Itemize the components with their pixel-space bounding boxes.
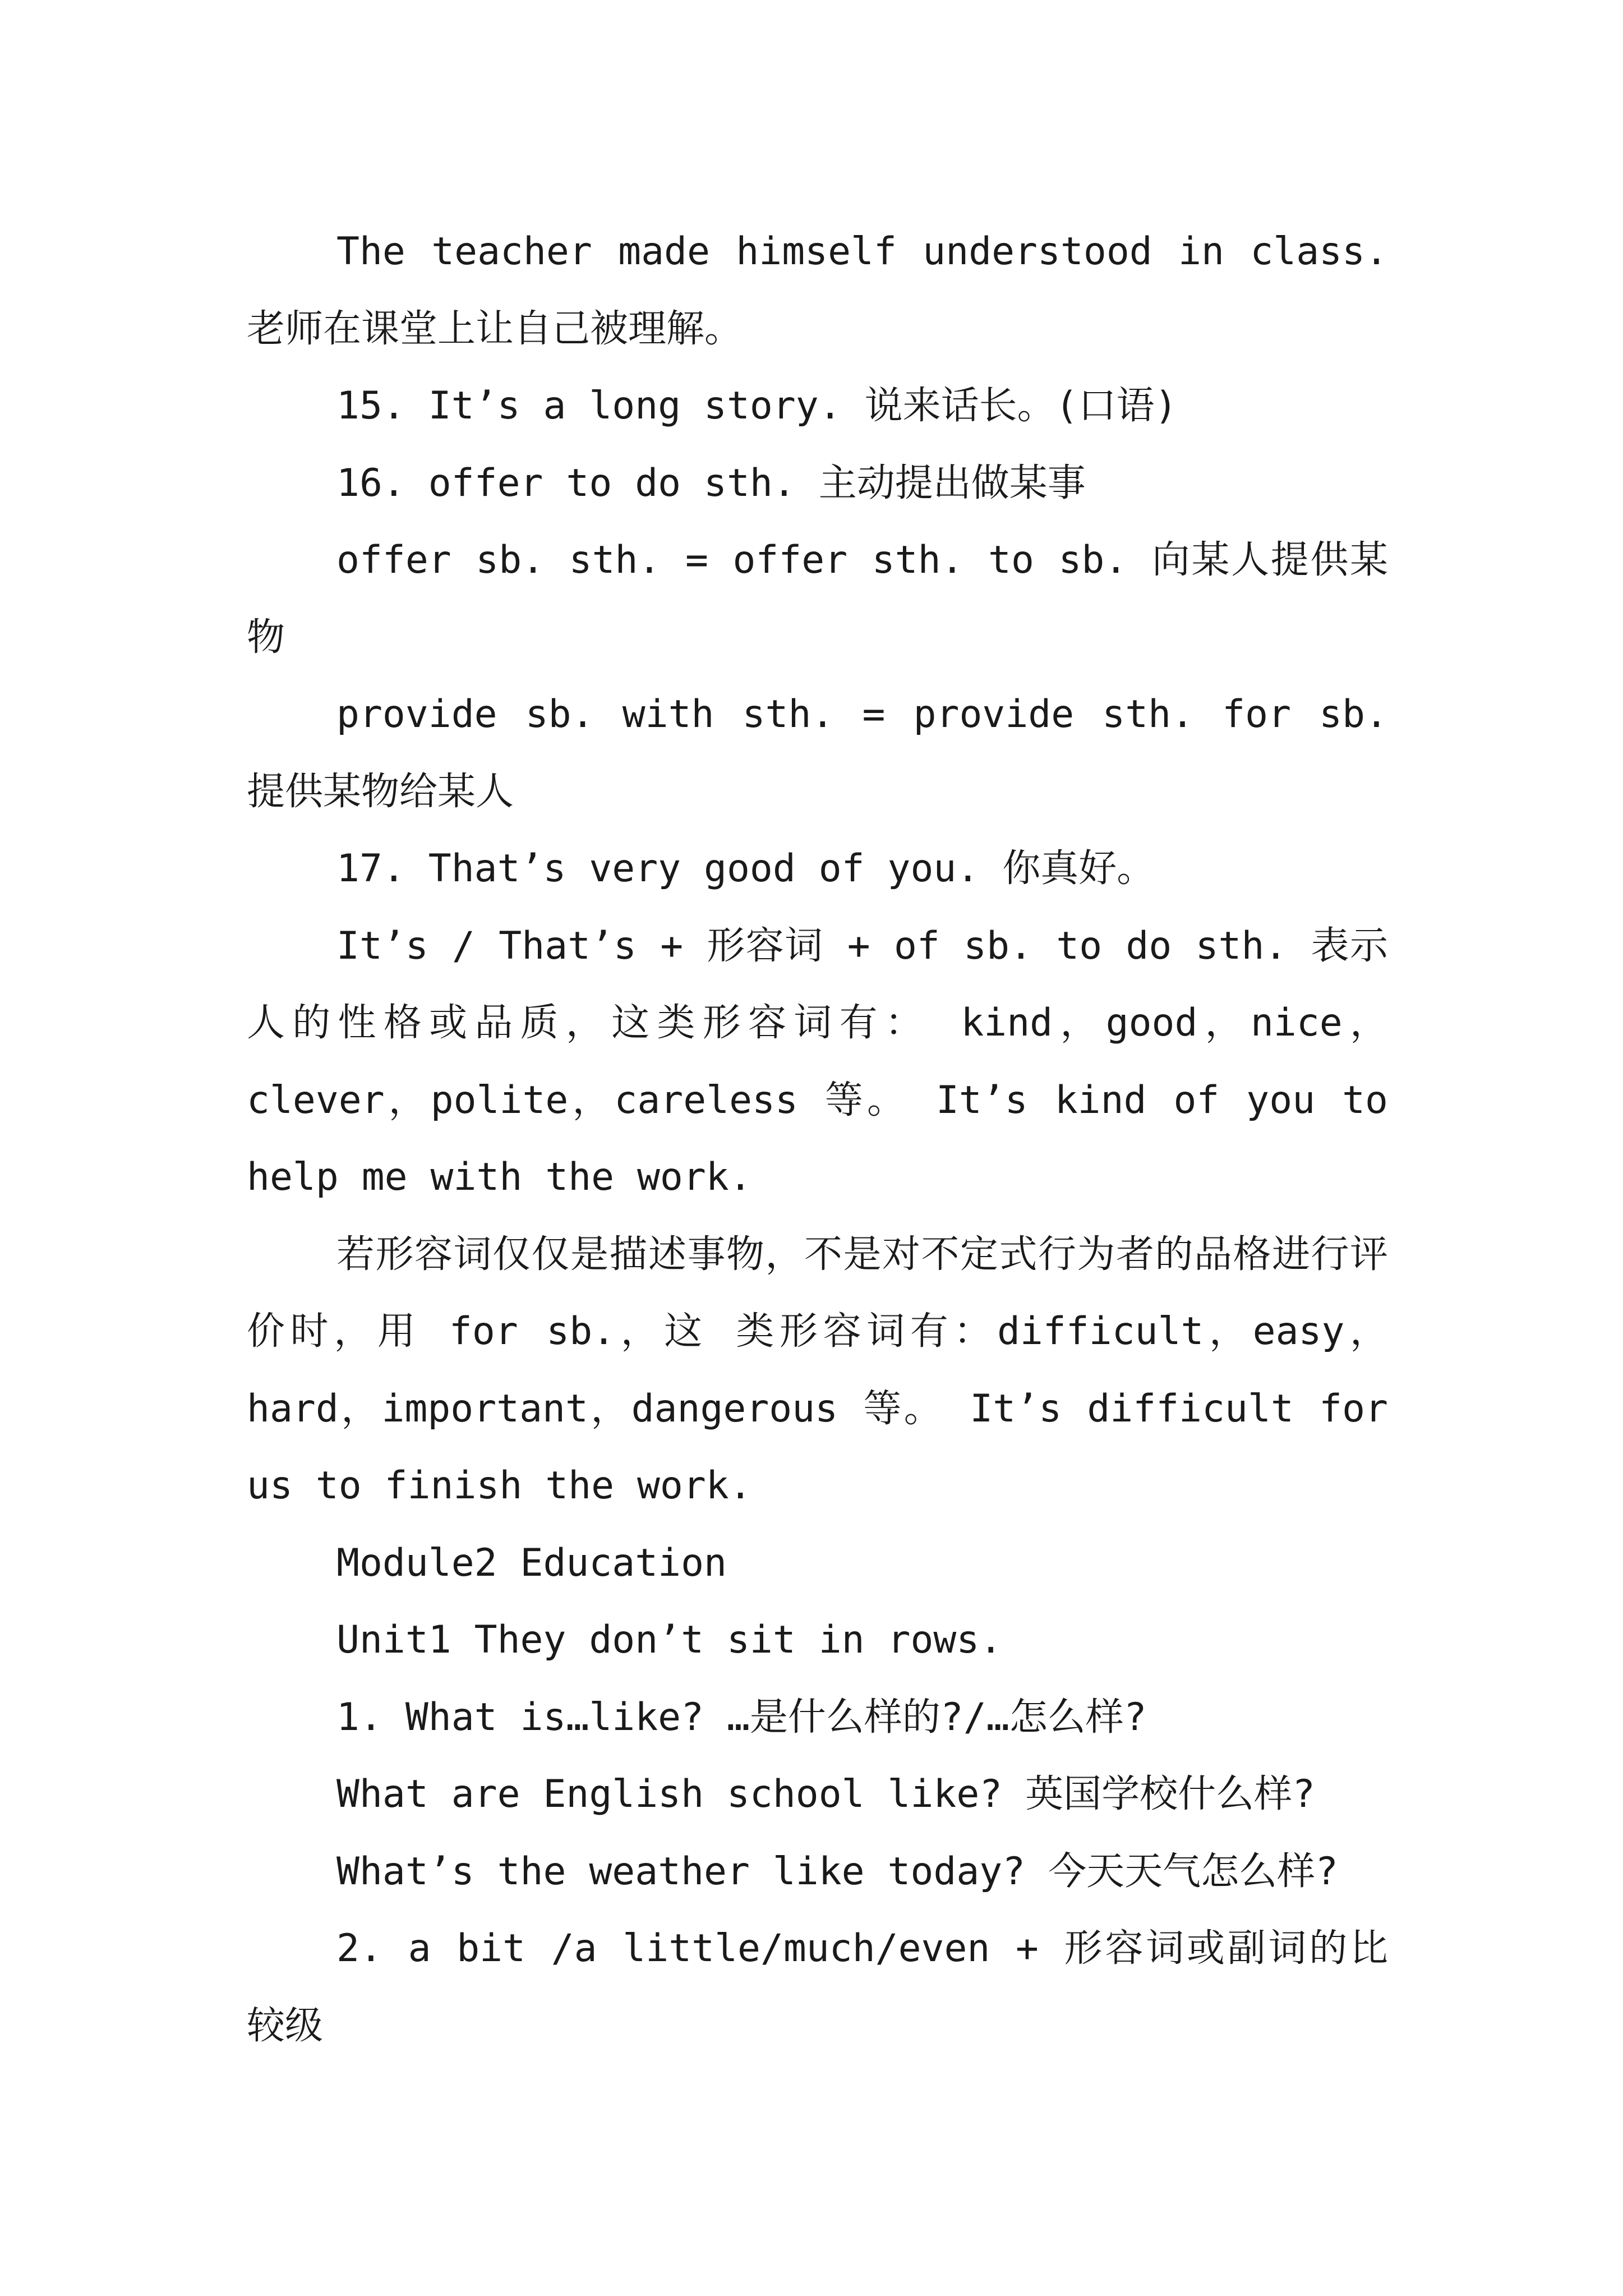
module-heading: Module2 Education <box>336 1540 727 1585</box>
paragraph-example-weather: What’s the weather like today? 今天天气怎么样? <box>336 1849 1339 1894</box>
paragraph-of-sb-rule: It’s / That’s + 形容词 + of sb. to do sth. 表示人的性格或品质，这类形容词有： kind，good，nice，clever，polite，careless 等。 It’s kind of you to help me with the work. <box>247 923 1388 1199</box>
paragraph-item-17: 17. That’s very good of you. 你真好。 <box>336 846 1155 891</box>
paragraph-offer-usage: offer sb. sth. = offer sth. to sb. 向某人提供某物 <box>247 538 1388 660</box>
unit-heading: Unit1 They don’t sit in rows. <box>336 1618 1003 1662</box>
paragraph-item-1: 1. What is…like? …是什么样的?/…怎么样? <box>336 1695 1147 1740</box>
paragraph-item-15: 15. It’s a long story. 说来话长。(口语) <box>336 384 1178 428</box>
paragraph-item-16: 16. offer to do sth. 主动提出做某事 <box>336 461 1086 505</box>
paragraph-item-2: 2. a bit /a little/much/even + 形容词或副词的比较级 <box>247 1926 1388 2048</box>
paragraph-provide-usage: provide sb. with sth. = provide sth. for sb. 提供某物给某人 <box>247 692 1388 814</box>
document-body <box>247 213 1388 2064</box>
paragraph-himself-understood: The teacher made himself understood in class. 老师在课堂上让自己被理解。 <box>247 229 1388 351</box>
paragraph-for-sb-rule: 若形容词仅仅是描述事物，不是对不定式行为者的品格进行评价时，用 for sb.，这 类形容词有：difficult，easy，hard，important，dangerous 等。 It’s difficult for us to finish the work. <box>247 1232 1388 1508</box>
paragraph-example-school: What are English school like? 英国学校什么样? <box>336 1772 1316 1816</box>
